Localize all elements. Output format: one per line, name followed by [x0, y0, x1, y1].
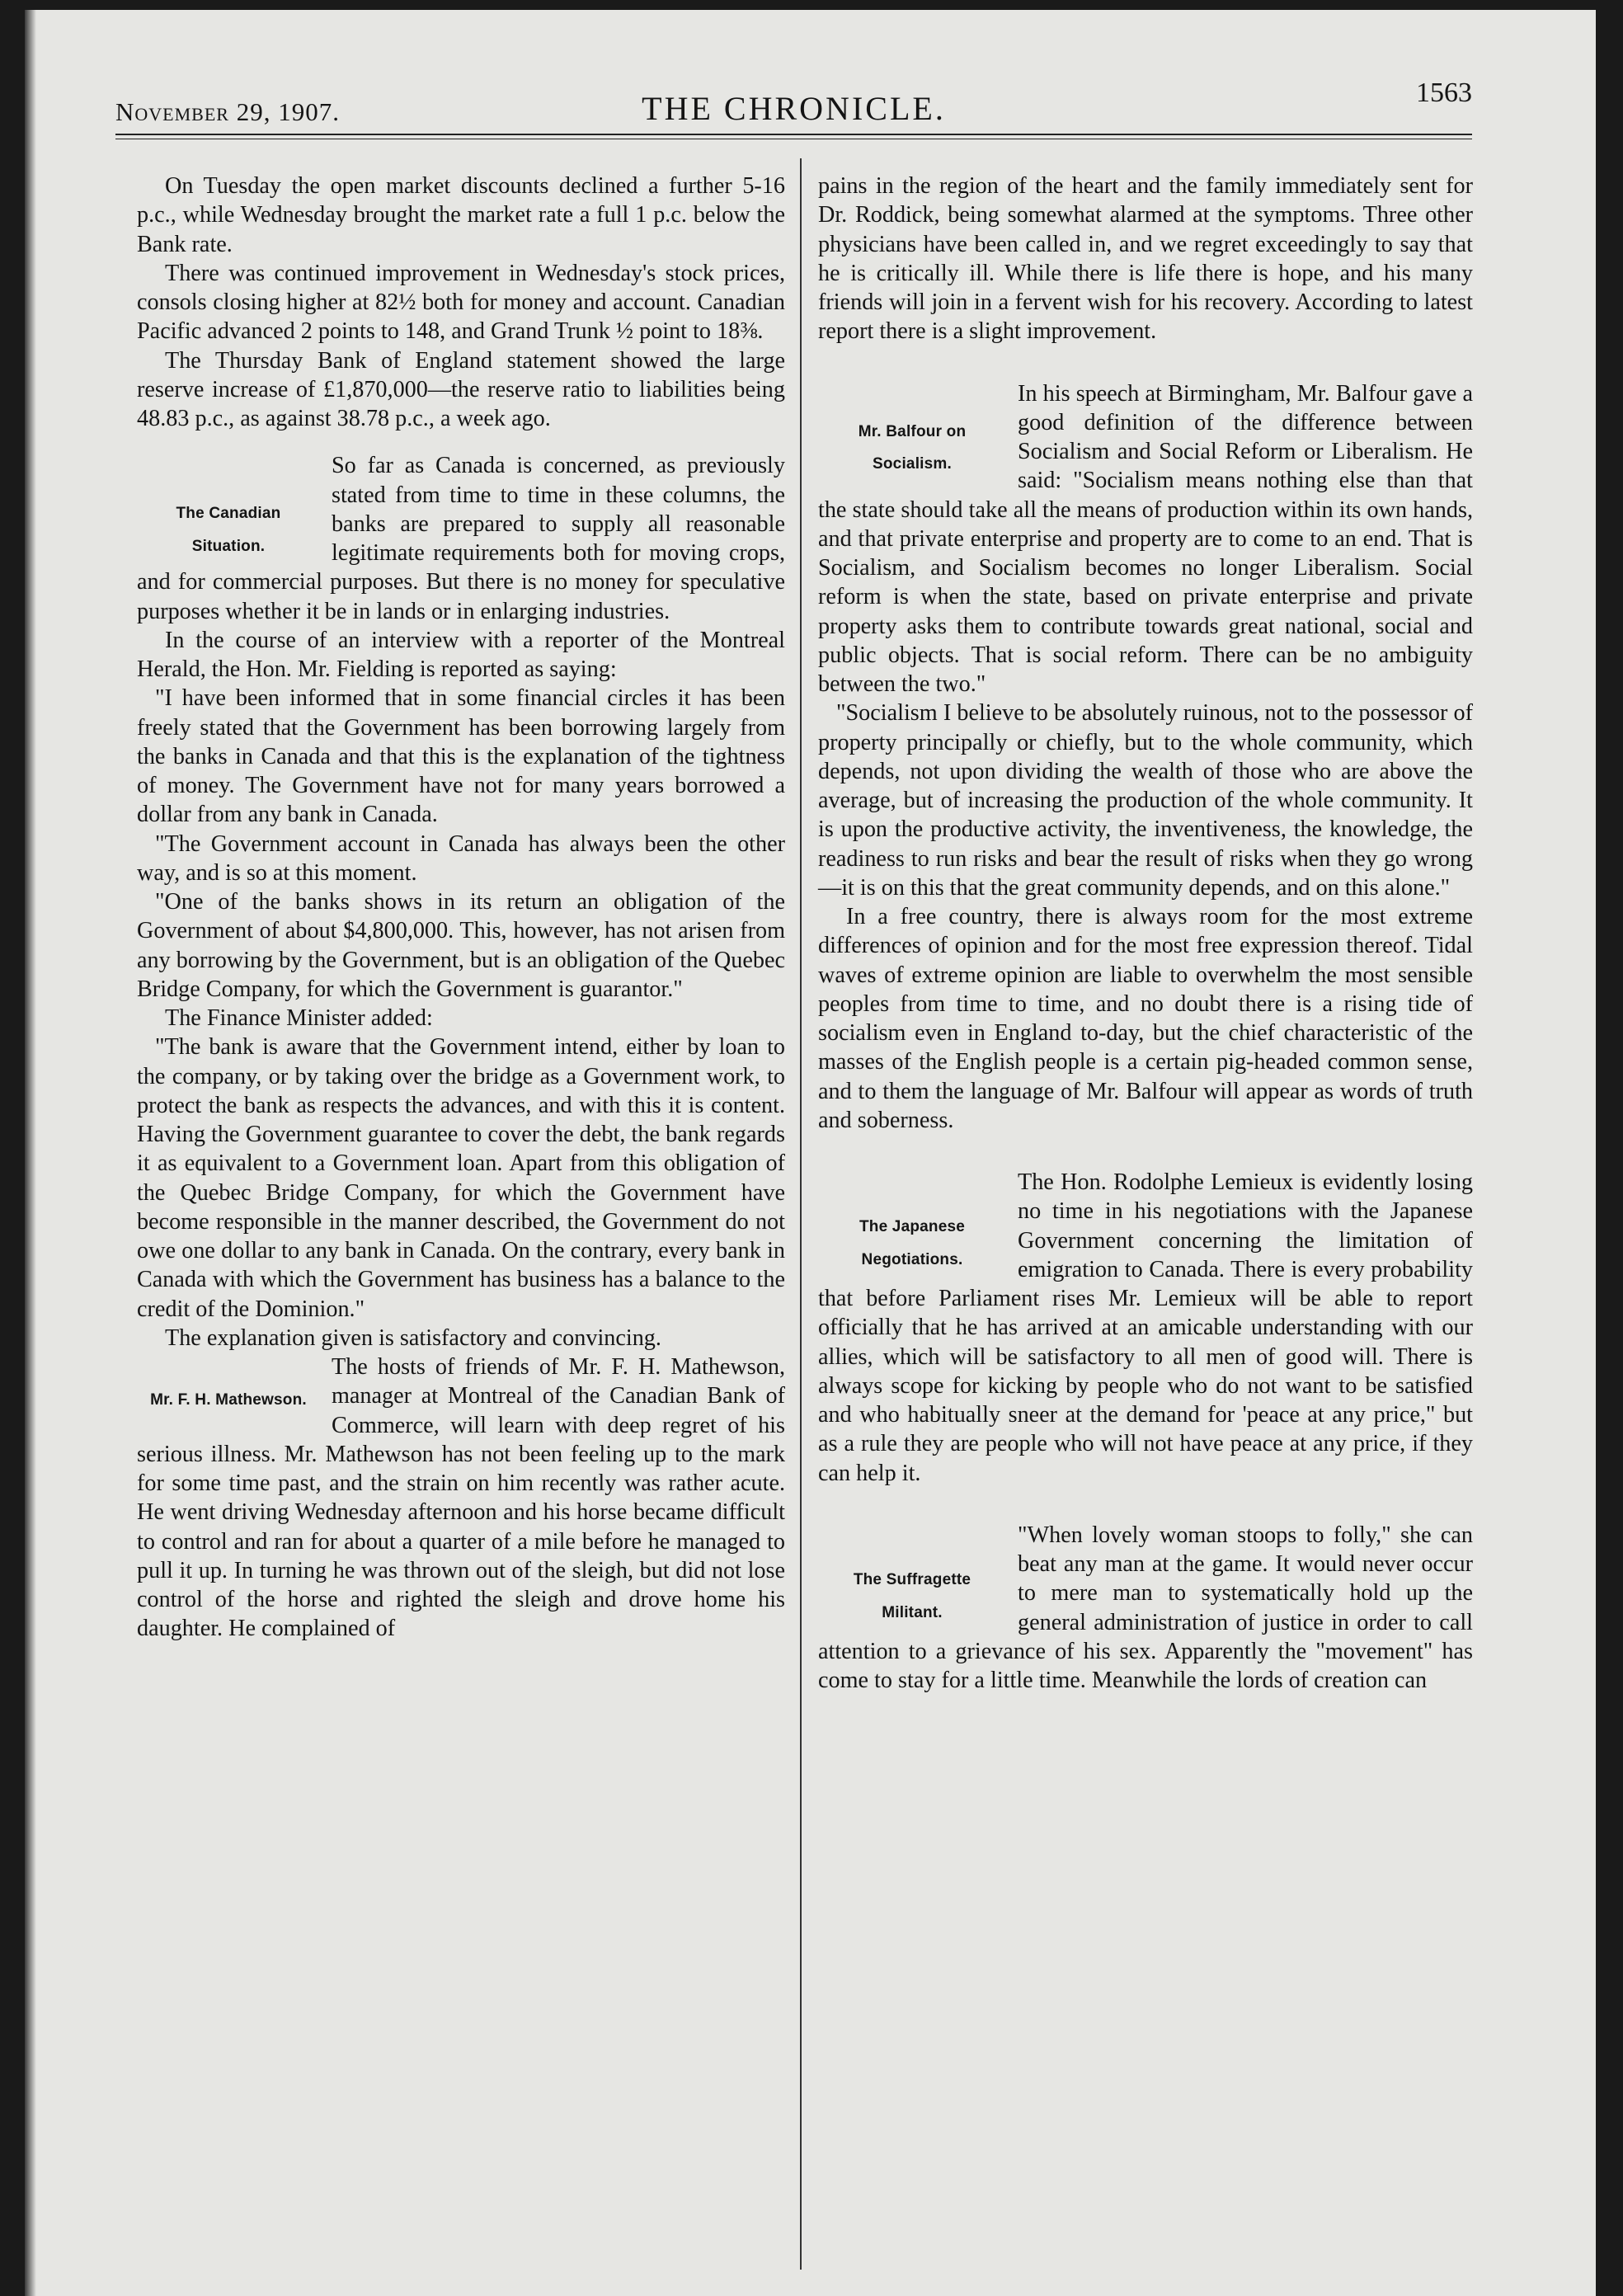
left-column: [137, 172, 785, 1644]
sidehead-line: Negotiations.: [861, 1250, 963, 1268]
sidehead-line: Mr. Balfour on: [858, 422, 967, 440]
quote-paragraph: "The bank is aware that the Government intend, either by loan to the company, or by taking over the bridge as a Government work, to protect the bank as respects the advances, and with this it is content. Having the Government guarantee to cover the debt, the bank regards it as equivalent to a Government loan. Apart from this obligation of the Quebec Bridge Company, for which the Government have become responsible in the manner described, the Government do not owe one dollar to any bank in Canada. On the contrary, every bank in Canada with which the Government has business has a balance to the credit of the Dominion.": [137, 1034, 785, 1322]
page-header: [115, 78, 1472, 139]
paragraph: In a free country, there is always room for the most extreme differences of opinion and for the most free expression thereof. Tidal waves of extreme opinion are liable to overwhelm the most sensible peoples from time to time, and no doubt there is a rising tide of socialism even in England to-day, but the chief characteristic of the masses of the English people is a certain pig-headed common sense, and to them the language of Mr. Balfour will appear as words of truth and soberness.: [818, 904, 1473, 1133]
paragraph: pains in the region of the heart and the family immediately sent for Dr. Roddick, being somewhat alarmed at the symptoms. Three other physicians have been called in, and we regret exceedingly to say that he is critically ill. While there is life there is hope, and his many friends will join in a fervent wish for his recovery. According to latest report there is a slight improvement.: [818, 173, 1473, 345]
right-column: [818, 172, 1473, 1695]
column-divider: [800, 158, 802, 2270]
quote-paragraph: "Socialism I believe to be absolutely ruinous, not to the possessor of property principally or chiefly, but to the whole community, which depends, not upon dividing the wealth of those who are above the average, but of increasing the production of the whole community. It is upon the productive activity, the inventiveness, the knowledge, the readiness to run risks and bear the result of risks when they go wrong—it is on this that the great community depends, and on this alone.": [818, 700, 1473, 901]
paragraph: In his speech at Birmingham, Mr. Balfour gave a good definition of the difference between Socialism and Social Reform or Liberalism. He said: "Socialism means nothing else than that the state should take all the means of production within its own hands, and that private enterprise and property are to come to an end. That is Socialism, and Socialism becomes no longer Liberalism. Social reform is when the state, based on private enterprise and private property asks them to contribute towards great national, social and public objects. That is social reform. There can be no ambiguity between the two.": [818, 380, 1473, 697]
sidehead-line: Situation.: [191, 538, 266, 556]
sidehead-line: Socialism.: [873, 455, 952, 473]
spacer: [818, 346, 1473, 379]
header-rule: [115, 134, 1472, 135]
paragraph: In the course of an interview with a reporter of the Montreal Herald, the Hon. Mr. Fielding is reported as saying:: [137, 627, 785, 682]
quote-paragraph: "The Government account in Canada has always been the other way, and is so at this moment.: [137, 830, 785, 886]
spacer: [818, 1488, 1473, 1521]
sidehead-balfour: [818, 416, 1006, 482]
paragraph: The explanation given is satisfactory and convincing.: [165, 1324, 661, 1351]
quote-paragraph: "I have been informed that in some financial circles it has been freely stated that the Government has been borrowing largely from the banks in Canada and that this is the explanation of the tightness of money. The Government have not for many years borrowed a dollar from any bank in Canada.: [137, 685, 785, 828]
paragraph: "When lovely woman stoops to folly," she can beat any man at the game. It would never occur to mere man to systematically hold up the general administration of justice in order to call attention to a grievance of his sex. Apparently the "movement" has come to stay for a little time. Meanwhile the lords of creation can: [818, 1522, 1473, 1693]
sidehead-suffragette: [818, 1564, 1006, 1630]
sidehead-line: The Suffragette: [853, 1570, 971, 1588]
paragraph: On Tuesday the open market discounts declined a further 5-16 p.c., while Wednesday brought the market rate a full 1 p.c. below the Bank rate.: [137, 173, 785, 257]
paragraph: The hosts of friends of Mr. F. H. Mathewson, manager at Montreal of the Canadian Bank of Commerce, will learn with deep regret of his serious illness. Mr. Mathewson has not been feeling up to the mark for some time past, and the strain on him recently was rather acute. He went driving Wednesday afternoon and his horse became difficult to control and ran for about a quarter of a mile before he managed to pull it up. In turning he was thrown out of the sleigh, but did not lose control of the horse and righted the sleigh and drove home his daughter. He complained of: [137, 1354, 785, 1642]
page-number: 1563: [1416, 78, 1472, 108]
paragraph: The Hon. Rodolphe Lemieux is evidently losing no time in his negotiations with the Japanese Government concerning the limitation of emigration to Canada. There is every probability that before Parliament rises Mr. Lemieux will be able to report officially that he has arrived at an amicable understanding with our allies, which will be satisfactory to all men of good will. There is always scope for kicking by people who do not want to be satisfied and who habitually sneer at the demand for 'peace at any price," but as a rule they are people who will not have peace at any price, if they can help it.: [818, 1169, 1473, 1486]
sidehead-mathewson: [137, 1384, 320, 1417]
sidehead-line: The Japanese: [859, 1218, 966, 1235]
issue-date: November 29, 1907.: [115, 97, 340, 126]
paragraph: There was continued improvement in Wednesday's stock prices, consols closing higher at 82½ both for money and account. Canadian Pacific advanced 2 points to 148, and Grand Trunk ½ point to 18⅜.: [137, 260, 785, 345]
page-edge-shadow: [25, 10, 36, 2296]
spacer: [137, 433, 785, 451]
newspaper-page: [25, 10, 1596, 2296]
sidehead-line: Militant.: [882, 1603, 943, 1621]
spacer: [818, 1135, 1473, 1168]
paragraph: So far as Canada is concerned, as previously stated from time to time in these columns, the banks are prepared to supply all reasonable legitimate requirements both for moving crops, and for commercial purposes. But there is no money for speculative purposes whether it be in lands or in enlarging industries.: [137, 453, 785, 624]
sidehead-line: Mr. F. H. Mathewson.: [150, 1391, 307, 1409]
quote-paragraph: "One of the banks shows in its return an obligation of the Government of about $4,800,000. This, however, has not arisen from any borrowing by the Government, but is an obligation of the Quebec Bridge Company, for which the Government is guarantor.": [137, 889, 785, 1002]
publication-title: THE CHRONICLE.: [642, 90, 946, 127]
paragraph: The Finance Minister added:: [165, 1005, 433, 1031]
sidehead-line: The Canadian: [176, 505, 281, 523]
paragraph: The Thursday Bank of England statement showed the large reserve increase of £1,870,000—the reserve ratio to liabilities being 48.83 p.c., as against 38.78 p.c., a week ago.: [137, 347, 785, 431]
sidehead-canadian-situation: [137, 497, 320, 563]
sidehead-japanese-negotiations: [818, 1211, 1006, 1277]
